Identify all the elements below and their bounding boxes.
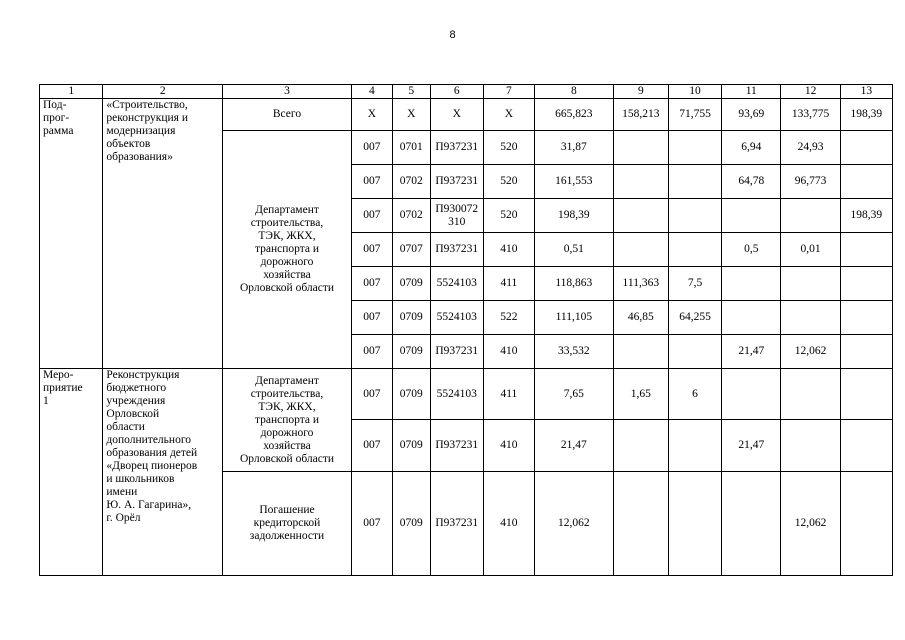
cell-col-7: 411 bbox=[483, 369, 534, 420]
cell-col-5: 0709 bbox=[392, 335, 430, 369]
cell-col-11 bbox=[722, 267, 781, 301]
cell-col-11 bbox=[722, 199, 781, 233]
cell-col-8: 31,87 bbox=[534, 131, 613, 165]
cell-col-9: 1,65 bbox=[613, 369, 668, 420]
cell-col-11 bbox=[722, 472, 781, 576]
cell-col-5: 0709 bbox=[392, 369, 430, 420]
cell-col-8: 0,51 bbox=[534, 233, 613, 267]
cell-col-10 bbox=[668, 335, 721, 369]
cell-col-8: 118,863 bbox=[534, 267, 613, 301]
cell-col-10: 7,5 bbox=[668, 267, 721, 301]
cell-col-4: X bbox=[351, 99, 392, 131]
header-row bbox=[40, 85, 893, 99]
cell-col-6: 5524103 bbox=[430, 267, 483, 301]
header-cell: 5 bbox=[392, 85, 430, 99]
cell-col-9: 111,363 bbox=[613, 267, 668, 301]
cell-col-13 bbox=[840, 233, 892, 267]
cell-col-9 bbox=[613, 420, 668, 472]
cell-col-9: 46,85 bbox=[613, 301, 668, 335]
cell-col-6: 5524103 bbox=[430, 301, 483, 335]
cell-col-6: П937231 bbox=[430, 472, 483, 576]
cell-col-5: 0709 bbox=[392, 301, 430, 335]
cell-col-9 bbox=[613, 131, 668, 165]
cell-col-8: 665,823 bbox=[534, 99, 613, 131]
cell-col-10 bbox=[668, 420, 721, 472]
cell-col-6: П930072 310 bbox=[430, 199, 483, 233]
cell-col-6: П937231 bbox=[430, 420, 483, 472]
cell-col-11: 21,47 bbox=[722, 335, 781, 369]
cell-col-12: 0,01 bbox=[781, 233, 840, 267]
header-cell: 10 bbox=[668, 85, 721, 99]
cell-col-5: 0709 bbox=[392, 472, 430, 576]
cell-col-7: 522 bbox=[483, 301, 534, 335]
cell-col-9 bbox=[613, 335, 668, 369]
cell-col-5: 0707 bbox=[392, 233, 430, 267]
cell-col-13 bbox=[840, 131, 892, 165]
cell-col-12: 24,93 bbox=[781, 131, 840, 165]
total-label: Всего bbox=[223, 99, 352, 131]
table-row bbox=[40, 369, 893, 420]
cell-col-11 bbox=[722, 369, 781, 420]
cell-col-10 bbox=[668, 165, 721, 199]
header-cell: 3 bbox=[223, 85, 352, 99]
header-cell: 6 bbox=[430, 85, 483, 99]
header-cell: 8 bbox=[534, 85, 613, 99]
cell-col-9 bbox=[613, 233, 668, 267]
cell-col-4: 007 bbox=[351, 199, 392, 233]
table-row-total bbox=[40, 99, 893, 131]
cell-col-7: 410 bbox=[483, 233, 534, 267]
cell-col-10: 64,255 bbox=[668, 301, 721, 335]
header-cell: 7 bbox=[483, 85, 534, 99]
header-cell: 4 bbox=[351, 85, 392, 99]
cell-col-7: 410 bbox=[483, 335, 534, 369]
cell-col-7: 411 bbox=[483, 267, 534, 301]
cell-col-8: 7,65 bbox=[534, 369, 613, 420]
cell-col-11: 93,69 bbox=[722, 99, 781, 131]
cell-col-11: 6,94 bbox=[722, 131, 781, 165]
header-cell: 11 bbox=[722, 85, 781, 99]
header-cell: 12 bbox=[781, 85, 840, 99]
cell-col-6: П937231 bbox=[430, 233, 483, 267]
cell-col-12 bbox=[781, 369, 840, 420]
cell-col-12: 12,062 bbox=[781, 472, 840, 576]
cell-col-12 bbox=[781, 420, 840, 472]
cell-col-12: 133,775 bbox=[781, 99, 840, 131]
cell-col-7: 520 bbox=[483, 165, 534, 199]
cell-col-10: 71,755 bbox=[668, 99, 721, 131]
cell-col-5: 0701 bbox=[392, 131, 430, 165]
cell-col-4: 007 bbox=[351, 472, 392, 576]
cell-col-7: 410 bbox=[483, 420, 534, 472]
cell-col-8: 111,105 bbox=[534, 301, 613, 335]
header-cell: 2 bbox=[103, 85, 223, 99]
cell-col-8: 33,532 bbox=[534, 335, 613, 369]
cell-col-11 bbox=[722, 301, 781, 335]
cell-col-4: 007 bbox=[351, 131, 392, 165]
cell-col-4: 007 bbox=[351, 369, 392, 420]
cell-col-11: 21,47 bbox=[722, 420, 781, 472]
cell-col-4: 007 bbox=[351, 420, 392, 472]
cell-col-12: 12,062 bbox=[781, 335, 840, 369]
cell-col-5: 0709 bbox=[392, 267, 430, 301]
cell-col-8: 198,39 bbox=[534, 199, 613, 233]
cell-col-6: П937231 bbox=[430, 165, 483, 199]
cell-col-11: 0,5 bbox=[722, 233, 781, 267]
cell-col-5: 0702 bbox=[392, 165, 430, 199]
cell-col-10: 6 bbox=[668, 369, 721, 420]
cell-col-8: 12,062 bbox=[534, 472, 613, 576]
header-cell: 1 bbox=[40, 85, 103, 99]
cell-col-13 bbox=[840, 472, 892, 576]
cell-col-12: 96,773 bbox=[781, 165, 840, 199]
budget-table bbox=[39, 84, 893, 576]
cell-col-5: 0709 bbox=[392, 420, 430, 472]
header-cell: 13 bbox=[840, 85, 892, 99]
cell-col-13 bbox=[840, 369, 892, 420]
cell-col-10 bbox=[668, 131, 721, 165]
cell-col-13 bbox=[840, 301, 892, 335]
measure-kind: Меро- приятие 1 bbox=[40, 369, 103, 576]
cell-col-9 bbox=[613, 199, 668, 233]
cell-col-10 bbox=[668, 233, 721, 267]
cell-col-7: 410 bbox=[483, 472, 534, 576]
cell-col-13 bbox=[840, 165, 892, 199]
cell-col-5: 0702 bbox=[392, 199, 430, 233]
cell-col-13 bbox=[840, 335, 892, 369]
measure-executor: Департамент строительства, ТЭК, ЖКХ, транспорта и дорожного хозяйства Орловской области bbox=[223, 369, 352, 472]
cell-col-7: 520 bbox=[483, 199, 534, 233]
measure-name: Реконструкция бюджетного учреждения Орловской области дополнительного образования детей «Дворец пионеров и школьников имени Ю. А. Гагарина», г. Орёл bbox=[103, 369, 223, 576]
subprogram-executor: Департамент строительства, ТЭК, ЖКХ, транспорта и дорожного хозяйства Орловской области bbox=[223, 131, 352, 369]
cell-col-13: 198,39 bbox=[840, 199, 892, 233]
cell-col-8: 21,47 bbox=[534, 420, 613, 472]
header-cell: 9 bbox=[613, 85, 668, 99]
subprogram-name: «Строительство, реконструкция и модернизация объектов образования» bbox=[103, 99, 223, 369]
debt-label: Погашение кредиторской задолженности bbox=[223, 472, 352, 576]
cell-col-7: 520 bbox=[483, 131, 534, 165]
cell-col-13 bbox=[840, 420, 892, 472]
cell-col-4: 007 bbox=[351, 165, 392, 199]
cell-col-11: 64,78 bbox=[722, 165, 781, 199]
cell-col-12 bbox=[781, 301, 840, 335]
cell-col-13: 198,39 bbox=[840, 99, 892, 131]
cell-col-6: X bbox=[430, 99, 483, 131]
cell-col-8: 161,553 bbox=[534, 165, 613, 199]
cell-col-7: X bbox=[483, 99, 534, 131]
cell-col-4: 007 bbox=[351, 301, 392, 335]
table-body bbox=[40, 85, 893, 576]
subprogram-kind: Под- прог- рамма bbox=[40, 99, 103, 369]
cell-col-6: П937231 bbox=[430, 335, 483, 369]
cell-col-4: 007 bbox=[351, 267, 392, 301]
cell-col-9 bbox=[613, 472, 668, 576]
cell-col-13 bbox=[840, 267, 892, 301]
cell-col-10 bbox=[668, 472, 721, 576]
cell-col-5: X bbox=[392, 99, 430, 131]
cell-col-6: П937231 bbox=[430, 131, 483, 165]
cell-col-12 bbox=[781, 267, 840, 301]
cell-col-9: 158,213 bbox=[613, 99, 668, 131]
cell-col-4: 007 bbox=[351, 335, 392, 369]
cell-col-4: 007 bbox=[351, 233, 392, 267]
cell-col-6: 5524103 bbox=[430, 369, 483, 420]
cell-col-12 bbox=[781, 199, 840, 233]
cell-col-9 bbox=[613, 165, 668, 199]
cell-col-10 bbox=[668, 199, 721, 233]
page-number: 8 bbox=[449, 29, 456, 41]
